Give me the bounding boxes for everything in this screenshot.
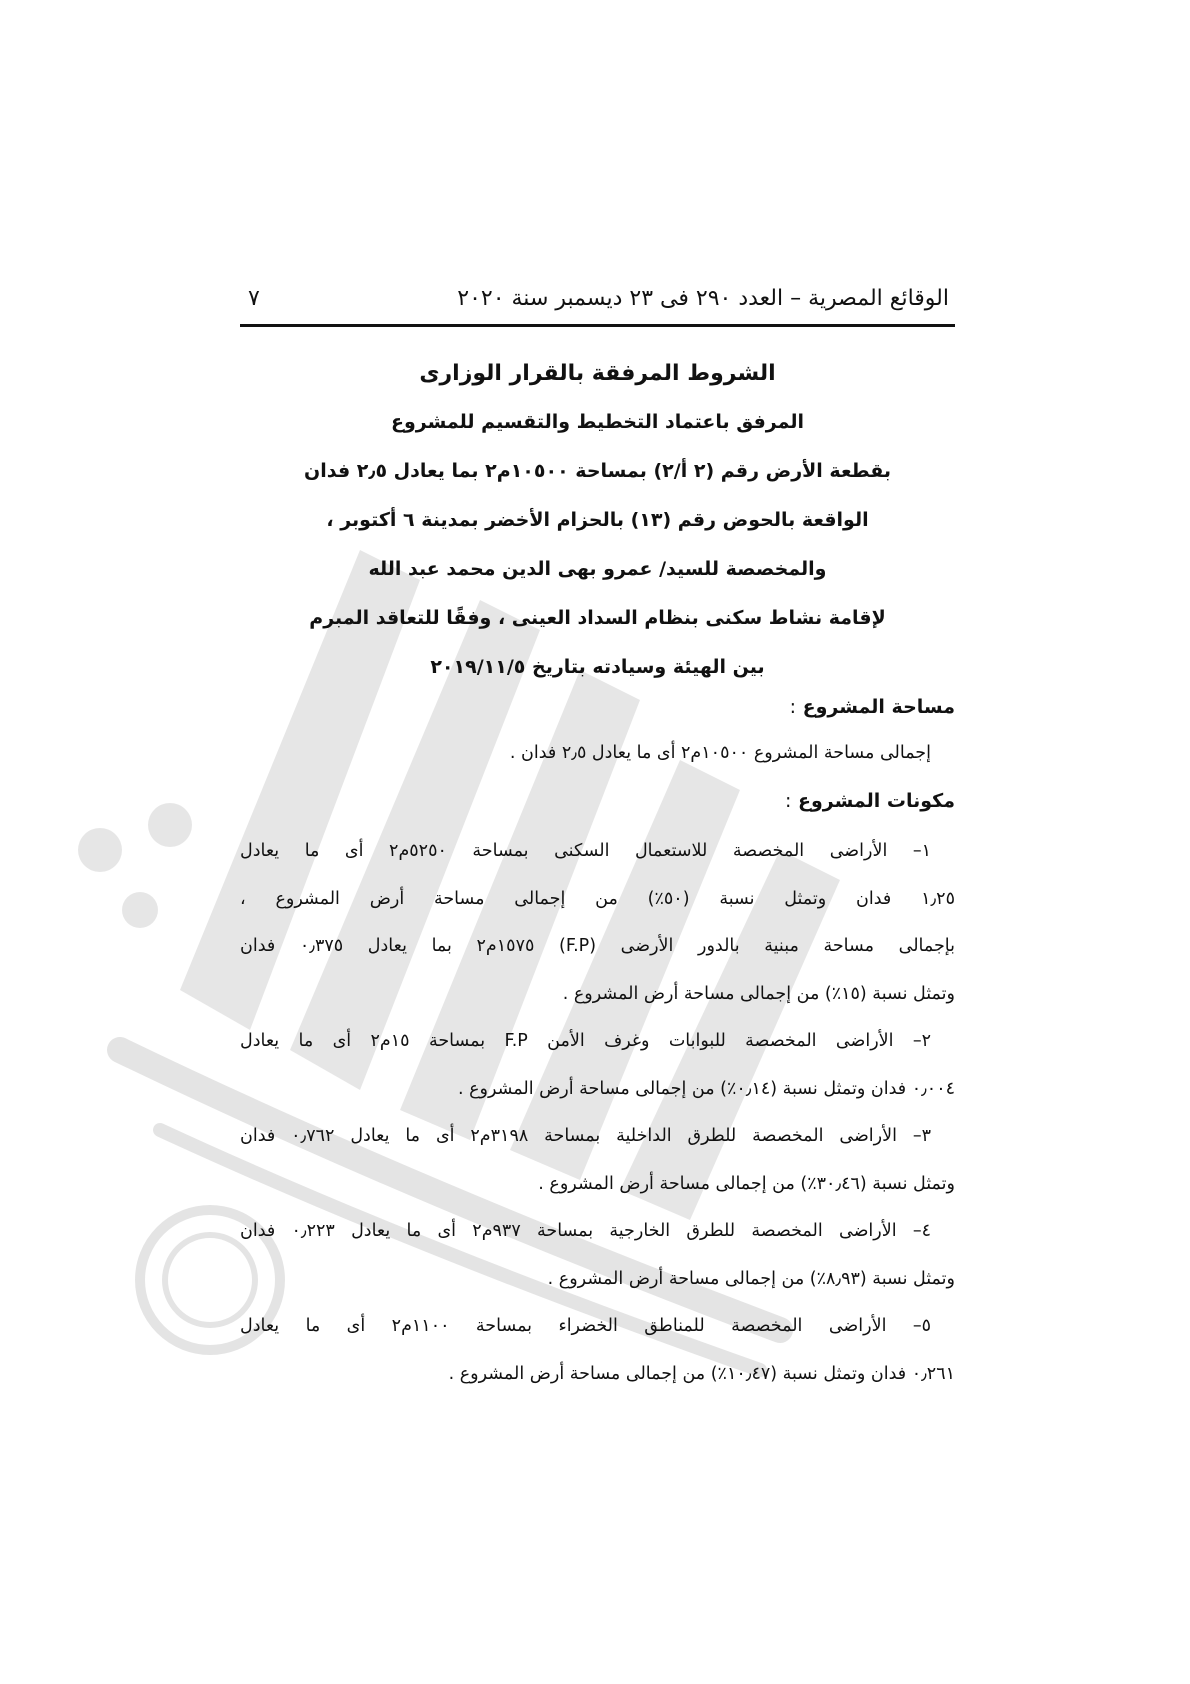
- component-line: ٤– الأراضى المخصصة للطرق الخارجية بمساحة ٩٣٧م٢ أى ما يعادل ٠٫٢٢٣ فدان: [240, 1221, 932, 1241]
- component-line: وتمثل نسبة (١٥٪) من إجمالى مساحة أرض المشروع .: [562, 983, 955, 1004]
- title-line: الواقعة بالحوض رقم (١٣) بالحزام الأخضر بمدينة ٦ أكتوبر ،: [326, 509, 869, 531]
- main-title: الشروط المرفقة بالقرار الوزارى: [419, 361, 776, 386]
- components-list: [240, 828, 955, 1398]
- components-heading: [240, 780, 955, 822]
- component-line: ٠٫٠٠٤ فدان وتمثل نسبة (٠٫١٤٪) من إجمالى مساحة أرض المشروع .: [457, 1078, 955, 1099]
- area-heading: [240, 686, 955, 728]
- title-line: بين الهيئة وسيادته بتاريخ ٢٠١٩/١١/٥: [430, 656, 765, 678]
- component-line: ١– الأراضى المخصصة للاستعمال السكنى بمساحة ٥٢٥٠م٢ أى ما يعادل: [240, 841, 931, 861]
- component-line: ٥– الأراضى المخصصة للمناطق الخضراء بمساحة ١١٠٠م٢ أى ما يعادل: [240, 1316, 931, 1336]
- page-number: ٧: [248, 285, 260, 311]
- decision-title-block: [240, 350, 955, 692]
- component-line: ١٫٢٥ فدان وتمثل نسبة (٥٠٪) من إجمالى مساحة أرض المشروع ،: [240, 888, 955, 909]
- component-line: بإجمالى مساحة مبنية بالدور الأرضى (F.P) ١٥٧٥م٢ بما يعادل ٠٫٣٧٥ فدان: [240, 936, 955, 956]
- title-line: بقطعة الأرض رقم (٢ أ/٢) بمساحة ١٠٥٠٠م٢ بما يعادل ٢٫٥ فدان: [304, 460, 891, 482]
- title-line: لإقامة نشاط سكنى بنظام السداد العينى ، وفقًا للتعاقد المبرم: [309, 607, 886, 629]
- area-text: إجمالى مساحة المشروع ١٠٥٠٠م٢ أى ما يعادل ٢٫٥ فدان .: [509, 743, 931, 763]
- component-line: ٠٫٢٦١ فدان وتمثل نسبة (١٠٫٤٧٪) من إجمالى مساحة أرض المشروع .: [448, 1363, 955, 1384]
- header-title: الوقائع المصرية – العدد ٢٩٠ فى ٢٣ ديسمبر سنة ٢٠٢٠: [457, 285, 949, 311]
- components-heading-colon: :: [784, 790, 792, 812]
- title-line: المرفق باعتماد التخطيط والتقسيم للمشروع: [390, 411, 804, 433]
- area-heading-colon: :: [789, 696, 796, 718]
- document-body: [240, 686, 955, 1398]
- component-line: ٢– الأراضى المخصصة للبوابات وغرف الأمن F.P بمساحة ١٥م٢ أى ما يعادل: [240, 1031, 932, 1051]
- components-heading-text: مكونات المشروع: [797, 790, 955, 812]
- gazette-header: [240, 272, 955, 327]
- area-heading-text: مساحة المشروع: [802, 696, 955, 718]
- component-line: ٣– الأراضى المخصصة للطرق الداخلية بمساحة ٣١٩٨م٢ أى ما يعادل ٠٫٧٦٢ فدان: [240, 1126, 932, 1146]
- title-line: والمخصصة للسيد/ عمرو بهى الدين محمد عبد الله: [368, 558, 827, 580]
- component-line: وتمثل نسبة (٣٠٫٤٦٪) من إجمالى مساحة أرض المشروع .: [538, 1173, 955, 1194]
- component-line: وتمثل نسبة (٨٫٩٣٪) من إجمالى مساحة أرض المشروع .: [547, 1268, 955, 1289]
